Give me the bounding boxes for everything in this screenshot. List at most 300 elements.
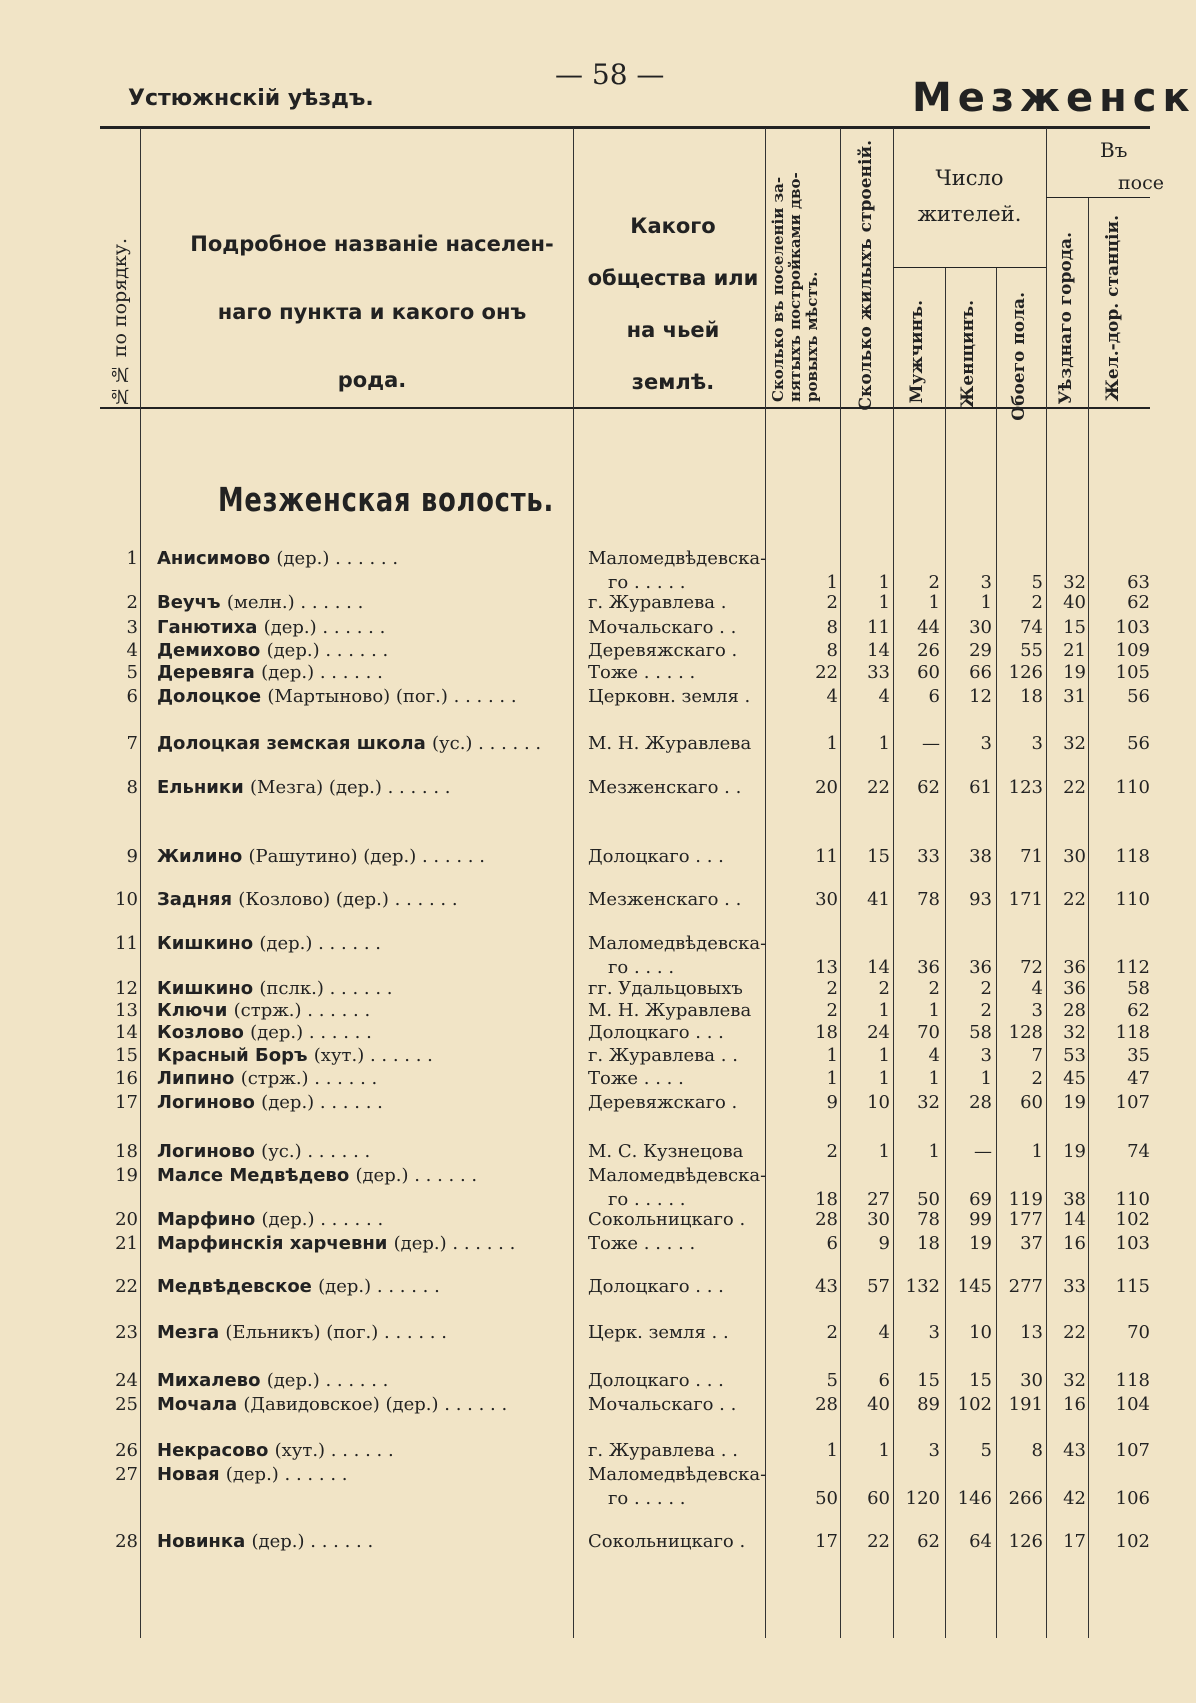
place-name: Новая (дер.) . . . . . . [157,1464,348,1485]
value-cell: 62 [917,777,940,798]
place-name: Красный Боръ (хут.) . . . . . . [157,1045,433,1066]
value-cell: 37 [1020,1233,1043,1254]
row-number: 6 [126,686,138,707]
value-cell: 2 [826,1000,838,1021]
value-cell: 58 [1127,978,1150,999]
value-cell: 30 [1063,846,1086,867]
volost-running-title: Мезженск [912,75,1196,121]
value-cell: 72 [1020,957,1043,978]
value-cell: 128 [1008,1022,1043,1043]
value-cell: 18 [917,1233,940,1254]
col-header-name [182,210,562,414]
value-cell: 43 [815,1276,838,1297]
row-number: 22 [115,1276,138,1297]
value-cell: 1 [878,592,890,613]
value-cell: 99 [969,1209,992,1230]
col-header-both: Обоего пола. [1009,292,1029,421]
society-name: М. Н. Журавлева [588,733,752,754]
value-cell: 50 [815,1488,838,1509]
value-cell: 191 [1008,1394,1043,1415]
value-cell: 32 [1063,572,1086,593]
place-name: Задняя (Козлово) (дер.) . . . . . . [157,889,458,910]
row-number: 7 [126,733,138,754]
value-cell: 47 [1127,1068,1150,1089]
row-number: 18 [115,1141,138,1162]
place-name: Малсе Медвѣдево (дер.) . . . . . . [157,1165,478,1186]
table-row [0,733,1150,757]
col-header-buildings: Сколько жилыхъ строеній. [856,140,876,411]
table-row [0,1531,1150,1555]
row-number: 21 [115,1233,138,1254]
society-name: Долоцкаго . . . [588,1370,724,1391]
value-cell: 5 [826,1370,838,1391]
society-name: М. Н. Журавлева [588,1000,752,1021]
society-name: Долоцкаго . . . [588,1276,724,1297]
value-cell: 78 [917,1209,940,1230]
value-cell: 1 [980,592,992,613]
row-number: 27 [115,1464,138,1485]
value-cell: 3 [980,1045,992,1066]
value-cell: 66 [969,662,992,683]
value-cell: 9 [878,1233,890,1254]
value-cell: 2 [826,978,838,999]
row-number: 17 [115,1092,138,1113]
row-number: 4 [126,640,138,661]
district-title: Устюжнскій уѣздъ. [128,86,374,111]
place-name: Михалево (дер.) . . . . . . [157,1370,389,1391]
society-name: Церк. земля . . [588,1322,729,1343]
society-name: Мезженскаго . . [588,777,742,798]
value-cell: 1 [980,1068,992,1089]
table-row [0,686,1150,710]
society-name: Маломедвѣдевска- [588,933,767,954]
value-cell: 56 [1127,686,1150,707]
society-name: Сокольницкаго . [588,1209,746,1230]
place-name: Марфино (дер.) . . . . . . [157,1209,384,1230]
value-cell: 30 [969,617,992,638]
row-number: 1 [126,548,138,569]
value-cell: 119 [1008,1189,1043,1210]
table-row [0,548,1150,593]
value-cell: 17 [1063,1531,1086,1552]
table-row [0,1022,1150,1046]
value-cell: 44 [917,617,940,638]
value-cell: 22 [815,662,838,683]
value-cell: 63 [1127,572,1150,593]
value-cell: 120 [905,1488,940,1509]
value-cell: 1 [928,1141,940,1162]
value-cell: 74 [1020,617,1043,638]
row-number: 19 [115,1165,138,1186]
value-cell: 171 [1008,889,1043,910]
value-cell: 1 [826,1068,838,1089]
value-cell: 40 [867,1394,890,1415]
value-cell: 62 [1127,592,1150,613]
society-name: Долоцкаго . . . [588,846,724,867]
value-cell: 19 [1063,1141,1086,1162]
society-name: Маломедвѣдевска- [588,548,767,569]
place-name: Кишкино (дер.) . . . . . . [157,933,382,954]
row-number: 24 [115,1370,138,1391]
table-row [0,846,1150,870]
value-cell: 32 [1063,1370,1086,1391]
row-number: 3 [126,617,138,638]
row-number: 23 [115,1322,138,1343]
value-cell: 60 [1020,1092,1043,1113]
value-cell: 266 [1008,1488,1043,1509]
table-row [0,1370,1150,1394]
row-number: 2 [126,592,138,613]
place-name: Ганютиха (дер.) . . . . . . [157,617,386,638]
table-row [0,1092,1150,1116]
place-name: Марфинскія харчевни (дер.) . . . . . . [157,1233,516,1254]
col-header-dist-station: Жел.-дор. станціи. [1103,215,1123,402]
value-cell: 8 [826,640,838,661]
value-cell: 26 [917,640,940,661]
society-name: Маломедвѣдевска- [588,1464,767,1485]
value-cell: 70 [917,1022,940,1043]
value-cell: 22 [1063,777,1086,798]
value-cell: 103 [1115,1233,1150,1254]
place-name: Веучъ (мелн.) . . . . . . [157,592,364,613]
value-cell: 118 [1115,1022,1150,1043]
value-cell: 1 [928,1068,940,1089]
value-cell: 16 [1063,1394,1086,1415]
society-name: Мочальскаго . . [588,1394,737,1415]
value-cell: 4 [1031,978,1043,999]
value-cell: 1 [826,1440,838,1461]
row-number: 9 [126,846,138,867]
value-cell: 19 [969,1233,992,1254]
value-cell: 13 [1020,1322,1043,1343]
value-cell: 9 [826,1092,838,1113]
value-cell: 89 [917,1394,940,1415]
value-cell: 41 [867,889,890,910]
value-cell: 17 [815,1531,838,1552]
table-row [0,1141,1150,1165]
value-cell: 32 [1063,1022,1086,1043]
society-name: Долоцкаго . . . [588,1022,724,1043]
value-cell: 69 [969,1189,992,1210]
value-cell: 62 [917,1531,940,1552]
value-cell: 61 [969,777,992,798]
society-name: Тоже . . . . . [588,662,696,683]
col-header-dist-town: Уѣзднаго города. [1056,232,1076,405]
value-cell: 2 [980,978,992,999]
page-number: — 58 — [555,58,665,91]
col-header-society-line2: общества или [587,266,759,290]
value-cell: 36 [1063,957,1086,978]
value-cell: 123 [1008,777,1043,798]
place-name: Мезга (Ельникъ) (пог.) . . . . . . [157,1322,447,1343]
value-cell: 6 [878,1370,890,1391]
society-name: г. Журавлева . . [588,1440,738,1461]
value-cell: 30 [1020,1370,1043,1391]
value-cell: 177 [1008,1209,1043,1230]
value-cell: 40 [1063,592,1086,613]
row-number: 20 [115,1209,138,1230]
value-cell: 146 [957,1488,992,1509]
value-cell: 277 [1008,1276,1043,1297]
table-row [0,1165,1150,1210]
value-cell: 36 [1063,978,1086,999]
col-divider [1088,198,1089,1638]
row-number: 26 [115,1440,138,1461]
value-cell: 3 [928,1322,940,1343]
col-header-distance: Въ [1100,138,1128,162]
value-cell: 28 [815,1394,838,1415]
society-name-cont: го . . . . . [608,1189,686,1210]
value-cell: 2 [928,572,940,593]
value-cell: 18 [815,1022,838,1043]
value-cell: 33 [867,662,890,683]
value-cell: 109 [1115,640,1150,661]
society-name: Маломедвѣдевска- [588,1165,767,1186]
col-header-society-line1: Какого [630,214,716,238]
value-cell: 15 [969,1370,992,1391]
value-cell: 74 [1127,1141,1150,1162]
value-cell: 32 [917,1092,940,1113]
table-row [0,1276,1150,1300]
row-number: 11 [115,933,138,954]
value-cell: 70 [1127,1322,1150,1343]
society-name: Тоже . . . . . [588,1233,696,1254]
col-header-women: Женщинъ. [958,300,978,408]
value-cell: 126 [1008,1531,1043,1552]
value-cell: 2 [928,978,940,999]
value-cell: 57 [867,1276,890,1297]
value-cell: 1 [1031,1141,1043,1162]
place-name: Медвѣдевское (дер.) . . . . . . [157,1276,440,1297]
value-cell: 2 [826,592,838,613]
place-name: Ельники (Мезга) (дер.) . . . . . . [157,777,451,798]
society-name: Деревяжскаго . [588,1092,738,1113]
value-cell: 22 [867,777,890,798]
value-cell: 29 [969,640,992,661]
row-number: 15 [115,1045,138,1066]
value-cell: 1 [878,1440,890,1461]
place-name: Липино (стрж.) . . . . . . [157,1068,378,1089]
table-row [0,1000,1150,1024]
value-cell: 107 [1115,1440,1150,1461]
value-cell: 104 [1115,1394,1150,1415]
value-cell: 118 [1115,1370,1150,1391]
place-name: Некрасово (хут.) . . . . . . [157,1440,394,1461]
value-cell: 2 [878,978,890,999]
value-cell: 19 [1063,662,1086,683]
table-row [0,1209,1150,1233]
value-cell: 4 [878,686,890,707]
society-name-cont: го . . . . [608,957,675,978]
value-cell: 110 [1115,1189,1150,1210]
value-cell: 3 [1031,733,1043,754]
col-header-plots: Сколько въ поселеніи за- нятыхъ постройками дво- ровыхъ мѣстъ. [769,172,821,402]
value-cell: 14 [1063,1209,1086,1230]
value-cell: 28 [969,1092,992,1113]
value-cell: 30 [815,889,838,910]
value-cell: 110 [1115,777,1150,798]
value-cell: 35 [1127,1045,1150,1066]
value-cell: 107 [1115,1092,1150,1113]
value-cell: 60 [917,662,940,683]
value-cell: 30 [867,1209,890,1230]
value-cell: 56 [1127,733,1150,754]
value-cell: 4 [878,1322,890,1343]
place-name: Долоцкое (Мартыново) (пог.) . . . . . . [157,686,517,707]
value-cell: 1 [826,733,838,754]
society-name: Мезженскаго . . [588,889,742,910]
value-cell: 1 [928,592,940,613]
col-header-men: Мужчинъ. [907,300,927,404]
table-row [0,1068,1150,1092]
value-cell: 4 [928,1045,940,1066]
col-header-name-line1: Подробное названіе населен- [190,232,554,256]
value-cell: 118 [1115,846,1150,867]
society-name: Мочальскаго . . [588,617,737,638]
col-header-name-line2: наго пункта и какого онъ рода. [217,300,527,392]
society-name: Церковн. земля . [588,686,751,707]
value-cell: 1 [878,733,890,754]
place-name: Логиново (ус.) . . . . . . [157,1141,371,1162]
value-cell: 36 [969,957,992,978]
value-cell: 14 [867,957,890,978]
value-cell: 110 [1115,889,1150,910]
value-cell: 3 [980,733,992,754]
table-row [0,777,1150,801]
table-row [0,978,1150,1002]
value-cell: 22 [1063,1322,1086,1343]
col-header-society-line3: на чьей землѣ. [626,318,720,394]
value-cell: 1 [826,1045,838,1066]
row-number: 14 [115,1022,138,1043]
place-name: Логиново (дер.) . . . . . . [157,1092,383,1113]
value-cell: 18 [815,1189,838,1210]
value-cell: 28 [1063,1000,1086,1021]
value-cell: 71 [1020,846,1043,867]
value-cell: 36 [917,957,940,978]
value-cell: 55 [1020,640,1043,661]
society-name-cont: го . . . . . [608,1488,686,1509]
society-name: г. Журавлева . [588,592,727,613]
value-cell: 1 [928,1000,940,1021]
value-cell: 3 [928,1440,940,1461]
society-name: Тоже . . . . [588,1068,684,1089]
value-cell: 15 [917,1370,940,1391]
value-cell: 24 [867,1022,890,1043]
table-row [0,640,1150,664]
section-title: Мезженская волость. [218,480,555,519]
value-cell: 93 [969,889,992,910]
value-cell: 1 [878,1045,890,1066]
value-cell: 2 [826,1322,838,1343]
value-cell: 102 [1115,1209,1150,1230]
value-cell: 3 [1031,1000,1043,1021]
row-number: 12 [115,978,138,999]
value-cell: 102 [1115,1531,1150,1552]
place-name: Кишкино (пслк.) . . . . . . [157,978,393,999]
value-cell: 43 [1063,1440,1086,1461]
value-cell: — [974,1141,992,1162]
col-header-residents: Число жителей. [917,166,1022,226]
society-name: гг. Удальцовыхъ [588,978,743,999]
value-cell: 58 [969,1022,992,1043]
value-cell: 32 [1063,733,1086,754]
value-cell: 45 [1063,1068,1086,1089]
table-row [0,1045,1150,1069]
value-cell: 1 [878,1068,890,1089]
row-number: 28 [115,1531,138,1552]
residents-subrule [893,267,1046,268]
value-cell: 33 [917,846,940,867]
value-cell: 1 [878,572,890,593]
table-row [0,1464,1150,1509]
place-name: Анисимово (дер.) . . . . . . [157,548,399,569]
value-cell: 33 [1063,1276,1086,1297]
value-cell: 13 [815,957,838,978]
value-cell: 22 [867,1531,890,1552]
place-name: Мочала (Давидовское) (дер.) . . . . . . [157,1394,508,1415]
value-cell: 1 [826,572,838,593]
value-cell: 3 [980,572,992,593]
place-name: Жилино (Рашутино) (дер.) . . . . . . [157,846,485,867]
value-cell: 78 [917,889,940,910]
value-cell: 2 [1031,1068,1043,1089]
value-cell: 5 [980,1440,992,1461]
value-cell: 62 [1127,1000,1150,1021]
value-cell: — [922,733,940,754]
table-row [0,662,1150,686]
value-cell: 7 [1031,1045,1043,1066]
value-cell: 42 [1063,1488,1086,1509]
society-name: г. Журавлева . . [588,1045,738,1066]
place-name: Новинка (дер.) . . . . . . [157,1531,374,1552]
value-cell: 1 [878,1141,890,1162]
col-header-society [582,200,764,408]
value-cell: 5 [1031,572,1043,593]
value-cell: 105 [1115,662,1150,683]
value-cell: 15 [1063,617,1086,638]
value-cell: 132 [905,1276,940,1297]
table-row [0,889,1150,913]
place-name: Демихово (дер.) . . . . . . [157,640,389,661]
value-cell: 6 [826,1233,838,1254]
place-name: Деревяга (дер.) . . . . . . [157,662,383,683]
value-cell: 15 [867,846,890,867]
value-cell: 102 [957,1394,992,1415]
value-cell: 2 [1031,592,1043,613]
value-cell: 126 [1008,662,1043,683]
value-cell: 28 [815,1209,838,1230]
society-name-cont: го . . . . . [608,572,686,593]
value-cell: 2 [826,1141,838,1162]
distance-subrule [1046,197,1150,198]
society-name: М. С. Кузнецова [588,1141,744,1162]
row-number: 5 [126,662,138,683]
table-row [0,1322,1150,1346]
value-cell: 8 [1031,1440,1043,1461]
value-cell: 115 [1115,1276,1150,1297]
value-cell: 64 [969,1531,992,1552]
value-cell: 12 [969,686,992,707]
value-cell: 10 [867,1092,890,1113]
value-cell: 106 [1115,1488,1150,1509]
row-number: 8 [126,777,138,798]
value-cell: 38 [969,846,992,867]
value-cell: 22 [1063,889,1086,910]
table-row [0,933,1150,978]
place-name: Ключи (стрж.) . . . . . . [157,1000,371,1021]
table-row [0,592,1150,616]
